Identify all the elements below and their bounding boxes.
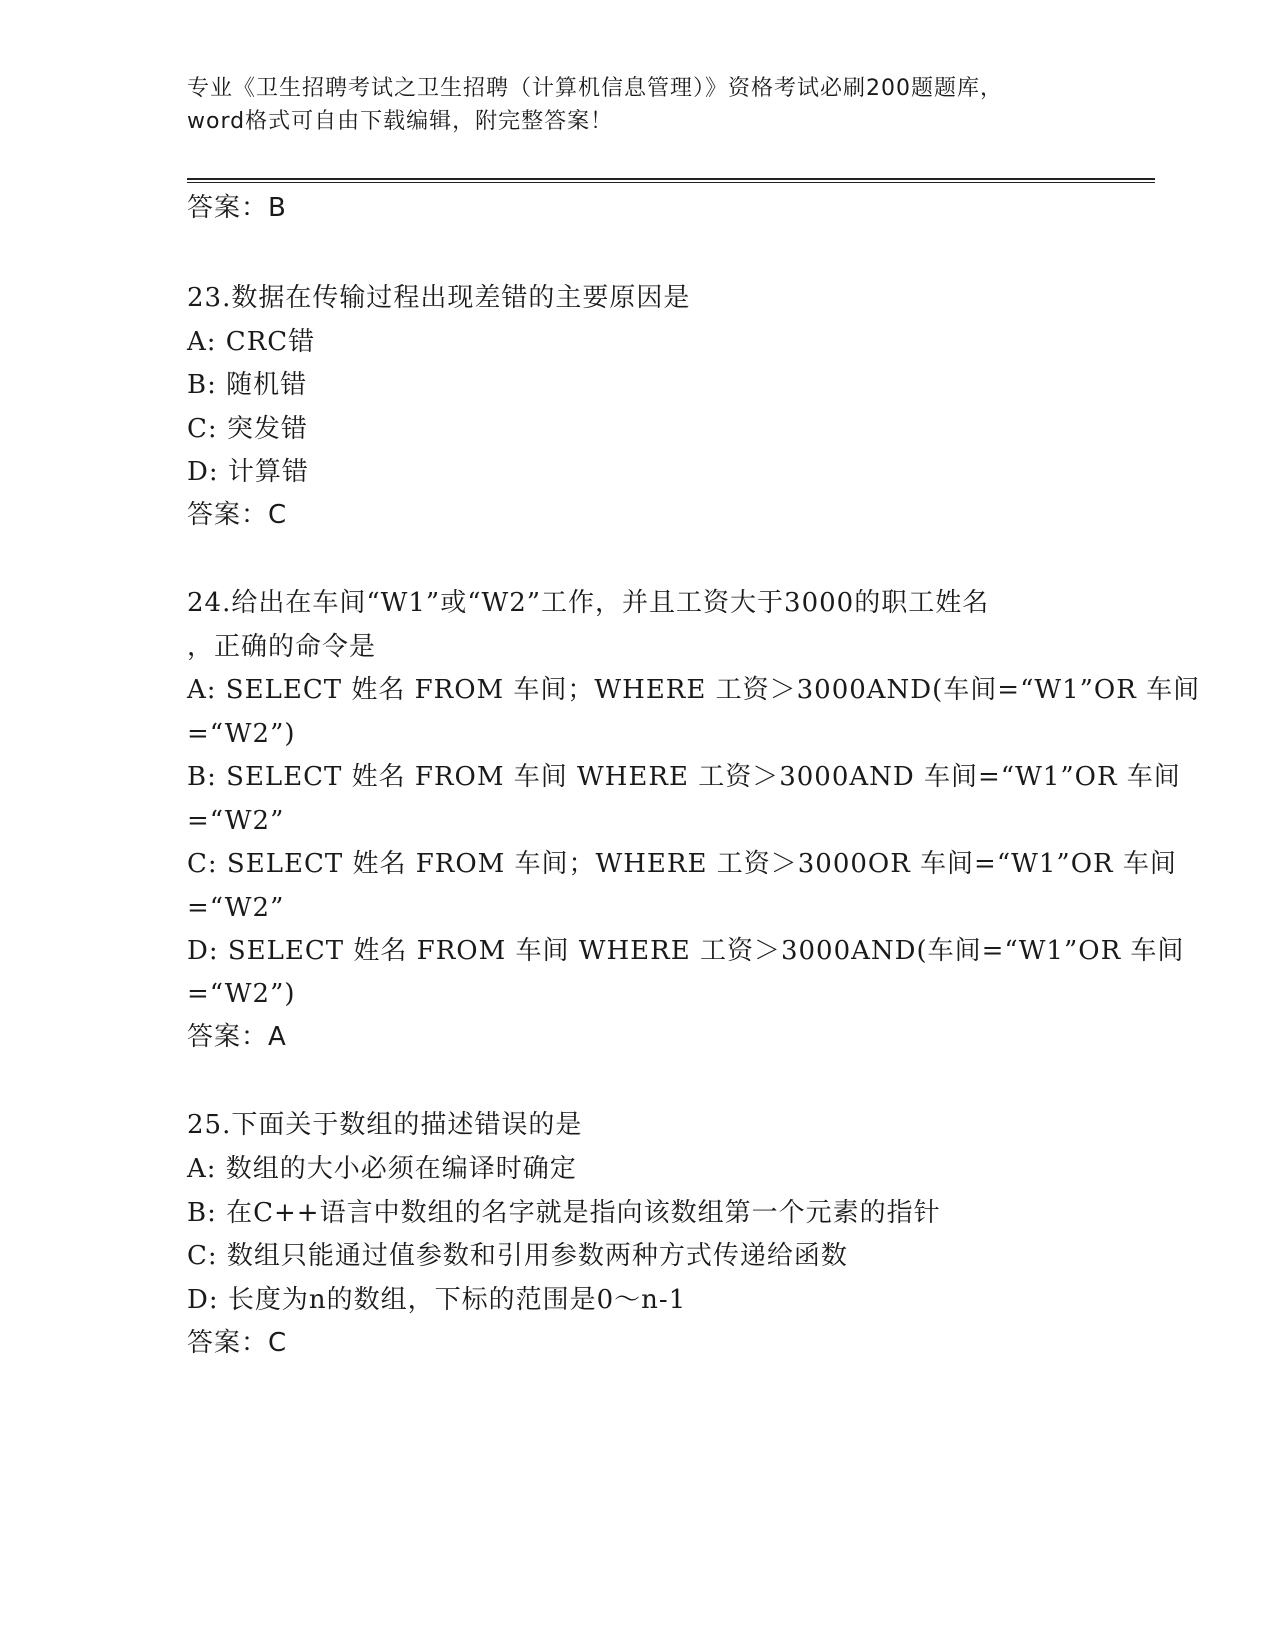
question-23-option-a: A: CRC错 — [187, 327, 316, 357]
question-25-option-c: C: 数组只能通过值参数和引用参数两种方式传递给函数 — [187, 1241, 848, 1271]
question-24-option-b: B: SELECT 姓名 FROM 车间 WHERE 工资＞3000AND 车间=“W1”OR 车间 — [187, 762, 1181, 792]
document-header — [187, 72, 1087, 138]
question-25-option-b: B: 在C++语言中数组的名字就是指向该数组第一个元素的指针 — [187, 1198, 941, 1228]
question-23-option-b: B: 随机错 — [187, 370, 308, 400]
question-24-stem: 24.给出在车间“W1”或“W2”工作，并且工资大于3000的职工姓名 — [187, 588, 990, 618]
question-24-option-d: D: SELECT 姓名 FROM 车间 WHERE 工资＞3000AND(车间=“W1”OR 车间 — [187, 936, 1185, 966]
question-23-stem: 23.数据在传输过程出现差错的主要原因是 — [187, 283, 691, 313]
question-23-option-d: D: 计算错 — [187, 457, 309, 487]
question-23-answer: 答案：C — [187, 500, 288, 530]
header-divider — [187, 178, 1155, 183]
question-25-stem: 25.下面关于数组的描述错误的是 — [187, 1110, 583, 1140]
question-25-option-d: D: 长度为n的数组，下标的范围是0～n-1 — [187, 1285, 687, 1315]
question-24-answer: 答案：A — [187, 1022, 287, 1052]
question-23-option-c: C: 突发错 — [187, 414, 308, 444]
question-25-answer: 答案：C — [187, 1328, 288, 1358]
question-24-option-d-cont: =“W2”) — [187, 979, 296, 1009]
question-24-option-c: C: SELECT 姓名 FROM 车间；WHERE 工资＞3000OR 车间=“W1”OR 车间 — [187, 849, 1177, 879]
previous-answer: 答案：B — [187, 193, 287, 223]
question-24-option-c-cont: =“W2” — [187, 893, 285, 923]
question-25-option-a: A: 数组的大小必须在编译时确定 — [187, 1154, 577, 1184]
header-line-1: 专业《卫生招聘考试之卫生招聘（计算机信息管理）》资格考试必刷200题题库， — [187, 76, 1003, 101]
question-24-option-a-cont: =“W2”) — [187, 719, 296, 749]
question-24-option-b-cont: =“W2” — [187, 806, 285, 836]
question-24-stem-cont: ，正确的命令是 — [187, 632, 377, 662]
question-24-option-a: A: SELECT 姓名 FROM 车间；WHERE 工资＞3000AND(车间=“W1”OR 车间 — [187, 675, 1201, 705]
header-line-2: word格式可自由下载编辑，附完整答案！ — [187, 109, 614, 134]
